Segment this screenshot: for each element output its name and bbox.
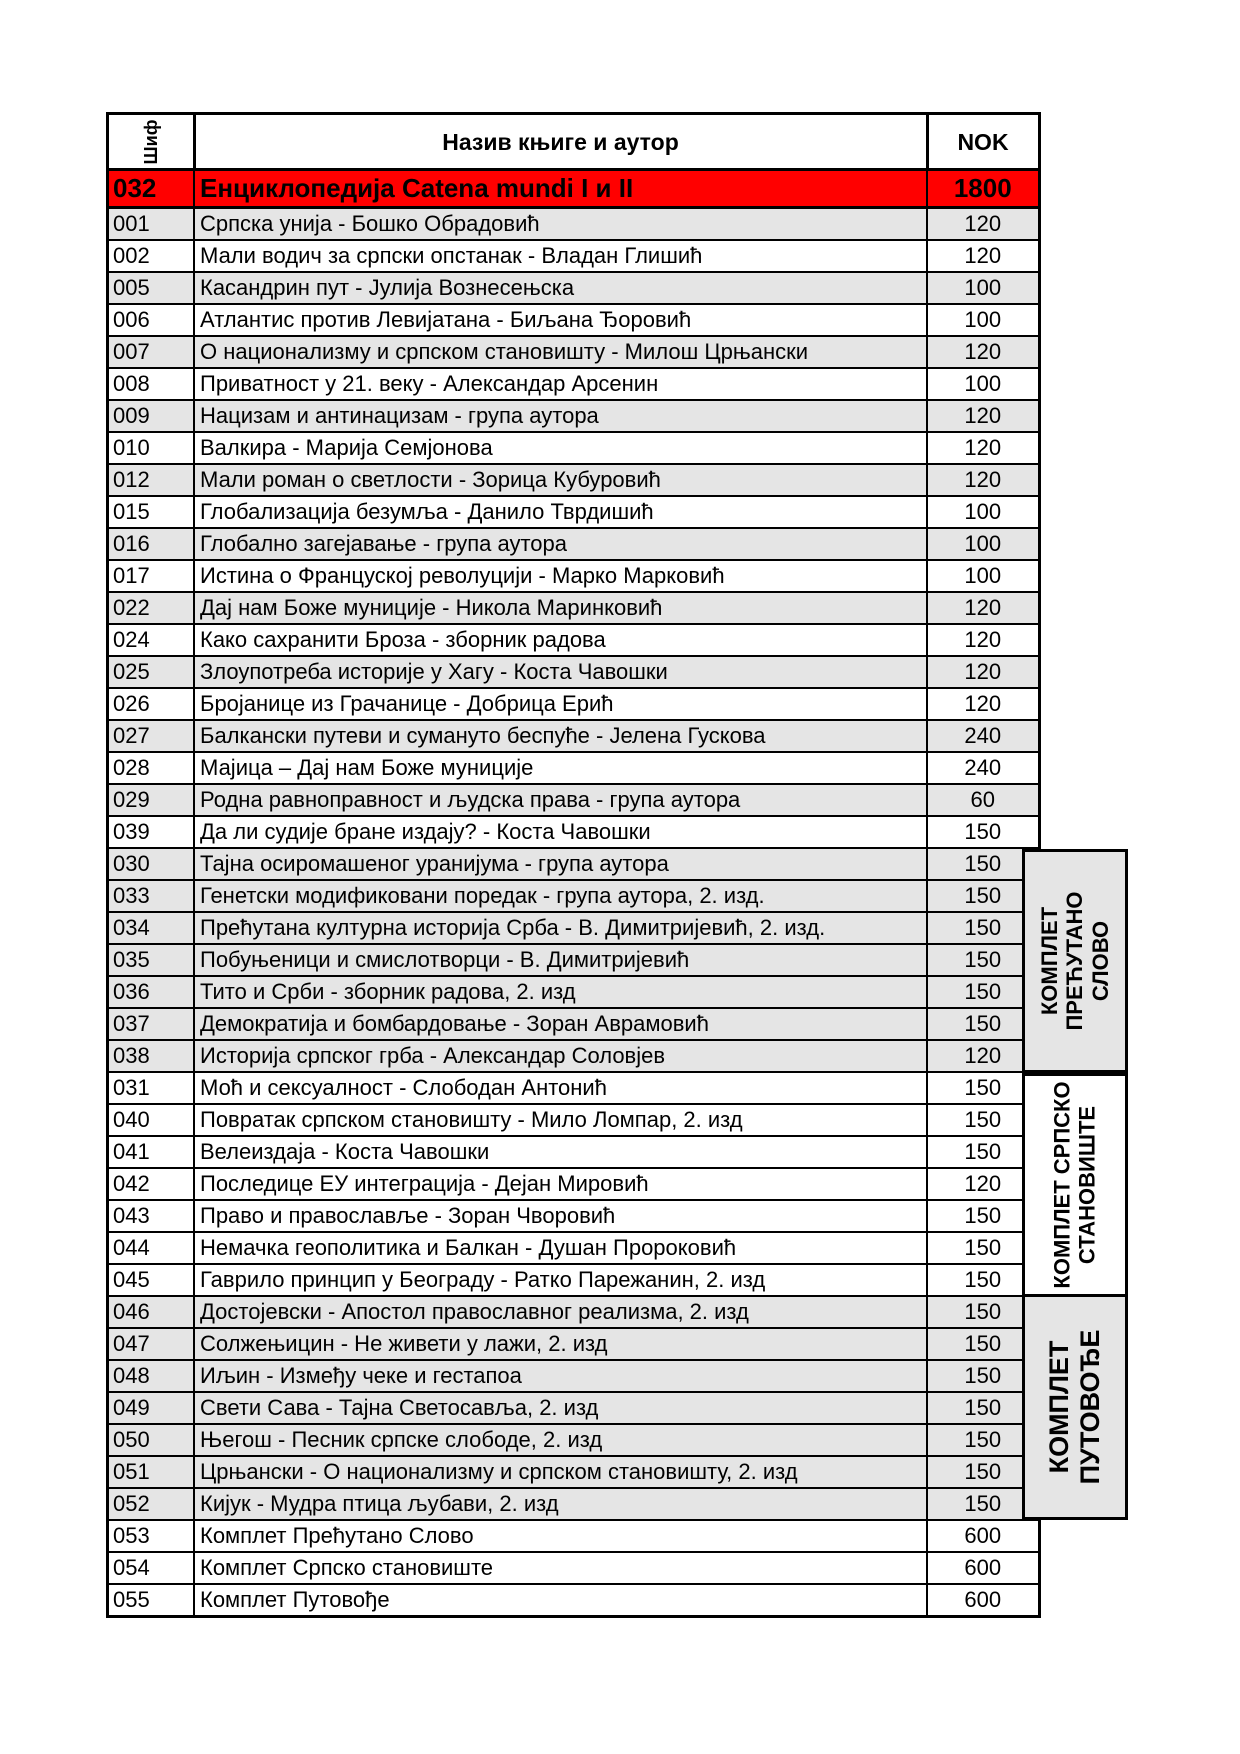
row-price: 150: [927, 848, 1039, 880]
row-code: 002: [108, 240, 195, 272]
row-code: 039: [108, 816, 195, 848]
row-price: 120: [927, 656, 1039, 688]
table-row: [108, 816, 1040, 848]
row-price: 120: [927, 464, 1039, 496]
row-code: 033: [108, 880, 195, 912]
table-row: [108, 272, 1040, 304]
featured-price: 1800: [927, 170, 1039, 208]
header-code: Шиф: [140, 119, 161, 164]
row-code: 034: [108, 912, 195, 944]
table-row: [108, 528, 1040, 560]
row-title: Црњански - О национализму и српском становишту, 2. изд: [194, 1456, 927, 1488]
row-code: 055: [108, 1584, 195, 1617]
table-row: [108, 1520, 1040, 1552]
row-code: 012: [108, 464, 195, 496]
row-title: Да ли судије бране издају? - Коста Чавошки: [194, 816, 927, 848]
row-title: Побуњеници и смислотворци - В. Димитријевић: [194, 944, 927, 976]
row-price: 100: [927, 528, 1039, 560]
row-title: Злоупотреба историје у Хагу - Коста Чавошки: [194, 656, 927, 688]
row-title: Прећутана културна историја Срба - В. Димитријевић, 2. изд.: [194, 912, 927, 944]
row-code: 025: [108, 656, 195, 688]
price-list-table: [106, 112, 1041, 1618]
table-row: [108, 1360, 1040, 1392]
table-row: [108, 752, 1040, 784]
row-price: 120: [927, 240, 1039, 272]
row-code: 008: [108, 368, 195, 400]
row-price: 150: [927, 880, 1039, 912]
row-title: Српска унија - Бошко Обрадовић: [194, 208, 927, 241]
bundle-putovodje-line1: КОМПЛЕТ: [1043, 1340, 1074, 1474]
row-code: 052: [108, 1488, 195, 1520]
table-row: [108, 240, 1040, 272]
row-code: 035: [108, 944, 195, 976]
row-price: 100: [927, 560, 1039, 592]
row-title: Немачка геополитика и Балкан - Душан Пророковић: [194, 1232, 927, 1264]
row-code: 026: [108, 688, 195, 720]
row-title: Последице ЕУ интеграција - Дејан Мировић: [194, 1168, 927, 1200]
table-row: [108, 560, 1040, 592]
row-price: 600: [927, 1520, 1039, 1552]
row-title: Бројанице из Грачанице - Добрица Ерић: [194, 688, 927, 720]
row-code: 047: [108, 1328, 195, 1360]
row-title: Свети Сава - Тајна Светосављa, 2. изд: [194, 1392, 927, 1424]
row-code: 010: [108, 432, 195, 464]
table-row: [108, 1040, 1040, 1072]
table-row: [108, 304, 1040, 336]
row-code: 030: [108, 848, 195, 880]
row-price: 120: [927, 624, 1039, 656]
table-row: [108, 368, 1040, 400]
row-code: 006: [108, 304, 195, 336]
bundle-putovodje-label: [1044, 1330, 1106, 1485]
row-price: 120: [927, 1040, 1039, 1072]
table-row: [108, 1008, 1040, 1040]
table-row: [108, 784, 1040, 816]
row-price: 240: [927, 752, 1039, 784]
row-price: 150: [927, 912, 1039, 944]
table-row: [108, 944, 1040, 976]
row-price: 100: [927, 368, 1039, 400]
bundle-precutano-line2: ПРЕЋУТАНО: [1062, 891, 1088, 1031]
table-row: [108, 496, 1040, 528]
row-code: 046: [108, 1296, 195, 1328]
table-row: [108, 1136, 1040, 1168]
row-title: Нацизам и антинацизам - група аутора: [194, 400, 927, 432]
row-price: 150: [927, 1296, 1039, 1328]
row-code: 051: [108, 1456, 195, 1488]
row-price: 150: [927, 816, 1039, 848]
row-title: Велеиздаја - Коста Чавошки: [194, 1136, 927, 1168]
table-row: [108, 976, 1040, 1008]
table-row: [108, 1488, 1040, 1520]
bundle-precutano-label: [1037, 891, 1113, 1030]
row-code: 007: [108, 336, 195, 368]
row-price: 600: [927, 1552, 1039, 1584]
row-code: 009: [108, 400, 195, 432]
row-price: 150: [927, 1072, 1039, 1104]
row-code: 028: [108, 752, 195, 784]
row-price: 120: [927, 208, 1039, 241]
row-title: Генетски модификовани поредак - група аутора, 2. изд.: [194, 880, 927, 912]
table-row: [108, 912, 1040, 944]
row-price: 150: [927, 1136, 1039, 1168]
row-title: Његош - Песник српске слободе, 2. изд: [194, 1424, 927, 1456]
row-code: 040: [108, 1104, 195, 1136]
table-row: [108, 1296, 1040, 1328]
table-row: [108, 1264, 1040, 1296]
row-price: 150: [927, 1392, 1039, 1424]
row-price: 240: [927, 720, 1039, 752]
table-row: [108, 1328, 1040, 1360]
table-row: [108, 432, 1040, 464]
row-price: 600: [927, 1584, 1039, 1617]
row-title: Гаврило принцип у Београду - Ратко Парежанин, 2. изд: [194, 1264, 927, 1296]
row-code: 022: [108, 592, 195, 624]
table-row: [108, 1200, 1040, 1232]
table-header-row: [108, 114, 1040, 170]
bundle-srpsko-line2: СТАНОВИШТЕ: [1075, 1105, 1100, 1265]
row-code: 049: [108, 1392, 195, 1424]
bundle-precutano-slovo: [1022, 849, 1128, 1073]
table-row: [108, 656, 1040, 688]
row-price: 150: [927, 1232, 1039, 1264]
row-price: 150: [927, 944, 1039, 976]
table-row: [108, 592, 1040, 624]
row-code: 045: [108, 1264, 195, 1296]
bundle-precutano-line1: КОМПЛЕТ: [1037, 906, 1063, 1016]
table-row: [108, 1552, 1040, 1584]
row-title: Тајна осиромашеног уранијума - група аутора: [194, 848, 927, 880]
row-code: 029: [108, 784, 195, 816]
table-row: [108, 720, 1040, 752]
row-code: 024: [108, 624, 195, 656]
row-price: 120: [927, 336, 1039, 368]
row-title: Повратак српском становишту - Мило Ломпар, 2. изд: [194, 1104, 927, 1136]
table-row: [108, 464, 1040, 496]
bundle-putovodje-line2: ПУТОВОЂЕ: [1075, 1329, 1105, 1485]
row-title: Мајица – Дај нам Боже муниције: [194, 752, 927, 784]
table-row: [108, 624, 1040, 656]
row-code: 005: [108, 272, 195, 304]
bundle-putovodje: [1022, 1294, 1128, 1520]
row-title: Моћ и сексуалност - Слободан Антонић: [194, 1072, 927, 1104]
featured-row: [108, 170, 1040, 208]
row-title: Кијук - Мудра птица љубави, 2. изд: [194, 1488, 927, 1520]
row-price: 100: [927, 496, 1039, 528]
row-title: О национализму и српском становишту - Милош Црњански: [194, 336, 927, 368]
row-title: Право и православље - Зоран Чворовић: [194, 1200, 927, 1232]
row-code: 054: [108, 1552, 195, 1584]
row-code: 001: [108, 208, 195, 241]
row-title: Тито и Срби - зборник радова, 2. изд: [194, 976, 927, 1008]
table-row: [108, 1232, 1040, 1264]
table-row: [108, 400, 1040, 432]
table-row: [108, 1392, 1040, 1424]
table-row: [108, 880, 1040, 912]
row-price: 120: [927, 400, 1039, 432]
row-title: Солжењицин - Не живети у лажи, 2. изд: [194, 1328, 927, 1360]
row-price: 150: [927, 1008, 1039, 1040]
bundle-srpsko-label: [1050, 1081, 1101, 1288]
row-price: 150: [927, 1264, 1039, 1296]
row-title: Касандрин пут - Јулија Вознесењска: [194, 272, 927, 304]
table-row: [108, 848, 1040, 880]
row-title: Мали водич за српски опстанак - Владан Глишић: [194, 240, 927, 272]
row-title: Приватност у 21. веку - Александар Арсенин: [194, 368, 927, 400]
row-price: 120: [927, 688, 1039, 720]
row-price: 150: [927, 1488, 1039, 1520]
row-price: 150: [927, 976, 1039, 1008]
row-code: 050: [108, 1424, 195, 1456]
row-title: Дај нам Боже муниције - Никола Маринковић: [194, 592, 927, 624]
row-code: 038: [108, 1040, 195, 1072]
table-row: [108, 1168, 1040, 1200]
row-price: 100: [927, 272, 1039, 304]
row-price: 150: [927, 1104, 1039, 1136]
row-price: 150: [927, 1424, 1039, 1456]
row-code: 041: [108, 1136, 195, 1168]
featured-code: 032: [108, 170, 195, 208]
row-title: Атлантис против Левијатана - Биљана Ђоровић: [194, 304, 927, 336]
row-price: 150: [927, 1200, 1039, 1232]
row-title: Комплет Српско становиште: [194, 1552, 927, 1584]
row-price: 120: [927, 1168, 1039, 1200]
row-price: 120: [927, 432, 1039, 464]
row-price: 100: [927, 304, 1039, 336]
row-title: Глобално загејавање - група аутора: [194, 528, 927, 560]
row-title: Балкански путеви и сумануто беспуће - Јелена Гускова: [194, 720, 927, 752]
row-code: 017: [108, 560, 195, 592]
table-row: [108, 1456, 1040, 1488]
row-code: 043: [108, 1200, 195, 1232]
row-title: Историја српског грба - Александар Соловјев: [194, 1040, 927, 1072]
row-price: 150: [927, 1328, 1039, 1360]
row-title: Комплет Прећутано Слово: [194, 1520, 927, 1552]
row-code: 037: [108, 1008, 195, 1040]
row-code: 042: [108, 1168, 195, 1200]
row-price: 150: [927, 1456, 1039, 1488]
row-title: Истина о Француској револуцији - Марко Марковић: [194, 560, 927, 592]
table-row: [108, 208, 1040, 241]
row-code: 015: [108, 496, 195, 528]
row-code: 036: [108, 976, 195, 1008]
header-title: Назив књиге и аутор: [194, 114, 927, 170]
row-title: Валкира - Марија Семјонова: [194, 432, 927, 464]
table-row: [108, 1072, 1040, 1104]
bundle-precutano-line3: СЛОВО: [1087, 920, 1113, 1002]
bundle-srpsko-line1: КОМПЛЕТ СРПСКО: [1049, 1081, 1075, 1289]
row-price: 120: [927, 592, 1039, 624]
row-title: Родна равноправност и људска права - група аутора: [194, 784, 927, 816]
header-price: NOK: [927, 114, 1039, 170]
row-code: 048: [108, 1360, 195, 1392]
row-code: 044: [108, 1232, 195, 1264]
table-row: [108, 1104, 1040, 1136]
row-price: 60: [927, 784, 1039, 816]
row-title: Достојевски - Апостол православног реализма, 2. изд: [194, 1296, 927, 1328]
row-title: Глобализација безумља - Данило Тврдишић: [194, 496, 927, 528]
row-title: Мали роман о светлости - Зорица Кубуровић: [194, 464, 927, 496]
bundle-srpsko-stanoviste: [1022, 1073, 1128, 1297]
row-title: Иљин - Између чеке и гестапоа: [194, 1360, 927, 1392]
table-row: [108, 1424, 1040, 1456]
row-code: 027: [108, 720, 195, 752]
row-code: 031: [108, 1072, 195, 1104]
featured-title: Енциклопедија Catena mundi I и II: [194, 170, 927, 208]
table-row: [108, 1584, 1040, 1617]
header-code-cell: [108, 114, 195, 170]
table-row: [108, 336, 1040, 368]
table-row: [108, 688, 1040, 720]
row-title: Како сахранити Броза - зборник радова: [194, 624, 927, 656]
row-title: Демократија и бомбардовање - Зоран Аврамовић: [194, 1008, 927, 1040]
row-code: 053: [108, 1520, 195, 1552]
row-code: 016: [108, 528, 195, 560]
row-price: 150: [927, 1360, 1039, 1392]
row-title: Комплет Путовође: [194, 1584, 927, 1617]
